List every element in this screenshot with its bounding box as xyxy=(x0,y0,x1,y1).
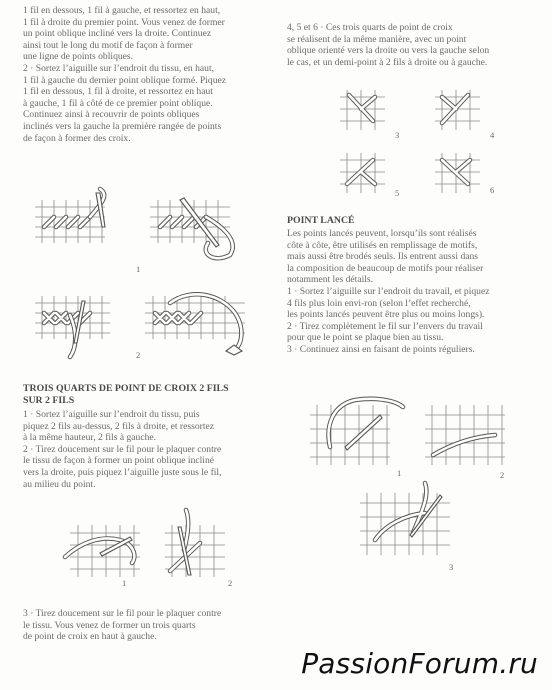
text-line: Continuez ainsi à recouvrir de points obliques xyxy=(23,109,200,121)
figure-1-label: 1 xyxy=(136,264,141,274)
text-line: mais aussi être brodés seuls. Ils entrent aussi dans xyxy=(287,251,479,263)
text-line: pour que le point se plaque bien au tissu. xyxy=(287,332,444,344)
text-line: 1 fil à gauche du dernier point oblique formé. Piquez xyxy=(23,74,227,86)
three-quarter-label-2: 2 xyxy=(228,578,233,588)
text-line: inclinés vers la gauche la première rangée de points xyxy=(23,120,222,132)
text-line: 2 · Tirez doucement sur le fil pour le plaquer contre xyxy=(23,443,222,455)
three-quarter-stitch-figure xyxy=(60,505,240,585)
text-line: 1 fil à droite du premier point. Vous venez de former xyxy=(23,16,225,28)
section-title-three-quarter-stitch xyxy=(23,383,229,406)
cross-stitch-figure-1 xyxy=(30,185,260,260)
left-intro-text xyxy=(23,5,226,144)
straight-stitch-label-3: 3 xyxy=(449,562,454,572)
straight-stitch-figure xyxy=(305,385,525,575)
three-quarter-final-text xyxy=(23,608,221,643)
figure-2-label: 2 xyxy=(136,350,141,360)
cross-stitch-figure-2 xyxy=(30,283,260,358)
three-quarter-label-1: 1 xyxy=(122,578,127,588)
section-title-point-lance: POINT LANCÉ xyxy=(287,215,355,226)
text-line: 2 · Tirez complètement le fil sur l’envers du travail xyxy=(287,320,483,332)
text-line: la composition de beaucoup de motifs pour réaliser xyxy=(287,262,484,274)
variation-label-3: 3 xyxy=(395,130,400,140)
text-line: notamment les détails. xyxy=(287,274,374,286)
text-line: les points lancés peuvent être plus ou moins longs). xyxy=(287,309,485,321)
text-line: le tissu de façon à former un point oblique incliné xyxy=(23,455,215,467)
text-line: 4, 5 et 6 · Ces trois quarts de point de croix xyxy=(287,22,453,33)
text-line: de façon à former des croix. xyxy=(23,132,131,144)
text-line: à gauche, 1 fil à côté de ce premier point oblique. xyxy=(23,97,213,109)
section-title-line: SUR 2 FILS xyxy=(23,394,75,406)
text-line: 1 · Sortez l’aiguille sur l’endroit du travail, et piquez xyxy=(287,285,490,297)
text-line: une ligne de points obliques. xyxy=(23,51,134,63)
text-line: 3 · Tirez doucement sur le fil pour le plaquer contre xyxy=(23,608,222,619)
text-line: Les points lancés peuvent, lorsqu’ils sont réalisés xyxy=(287,228,477,239)
text-line: un point oblique incliné vers la droite. Continuez xyxy=(23,28,212,40)
text-line: côte à côte, être utilisés en remplissage de motifs, xyxy=(287,239,478,251)
text-line: 4 fils plus loin envi-ron (selon l’effet recherché, xyxy=(287,297,471,309)
variation-label-4: 4 xyxy=(490,130,495,140)
text-line: 2 · Sortez l’aiguille sur l’endroit du tissu, en haut, xyxy=(23,62,215,74)
text-line: 1 fil en dessous, 1 fil à droite, et ressortez en haut xyxy=(23,86,213,98)
text-line: le tissu. Vous venez de former un trois quarts xyxy=(23,619,196,631)
straight-stitch-label-2: 2 xyxy=(500,470,505,480)
text-line: se réalisent de la même manière, avec un point xyxy=(287,33,467,45)
text-line: vers la droite, puis piquez l’aiguille juste sous le fil, xyxy=(23,466,222,478)
variation-label-6: 6 xyxy=(490,185,495,195)
text-line: oblique orienté vers la droite ou vers la gauche selon xyxy=(287,45,490,57)
text-line: ainsi tout le long du motif de façon à former xyxy=(23,39,193,51)
variation-label-5: 5 xyxy=(395,188,400,198)
three-quarter-instructions xyxy=(23,409,222,490)
three-quarter-variations-figure xyxy=(335,85,505,200)
right-intro-text xyxy=(287,22,489,68)
text-line: piquez 2 fils au-dessus, 2 fils à droite, et ressortez xyxy=(23,420,215,432)
text-line: de point de croix en haut à gauche. xyxy=(23,631,157,643)
text-line: au milieu du point. xyxy=(23,478,96,490)
text-line: 3 · Continuez ainsi en faisant de points réguliers. xyxy=(287,343,475,355)
straight-stitch-label-1: 1 xyxy=(397,468,402,478)
watermark: PassionForum.ru xyxy=(301,647,538,680)
text-line: 1 · Sortez l’aiguille sur l’endroit du tissu, puis xyxy=(23,409,200,420)
point-lance-instructions xyxy=(287,228,489,356)
text-line: le cas, et un demi-point à 2 fils à droite ou à gauche. xyxy=(287,56,488,68)
section-title-line: TROIS QUARTS DE POINT DE CROIX 2 FILS xyxy=(23,383,229,394)
text-line: à la même hauteur, 2 fils à gauche. xyxy=(23,432,157,444)
text-line: 1 fil en dessous, 1 fil à gauche, et ressortez en haut, xyxy=(23,5,221,16)
